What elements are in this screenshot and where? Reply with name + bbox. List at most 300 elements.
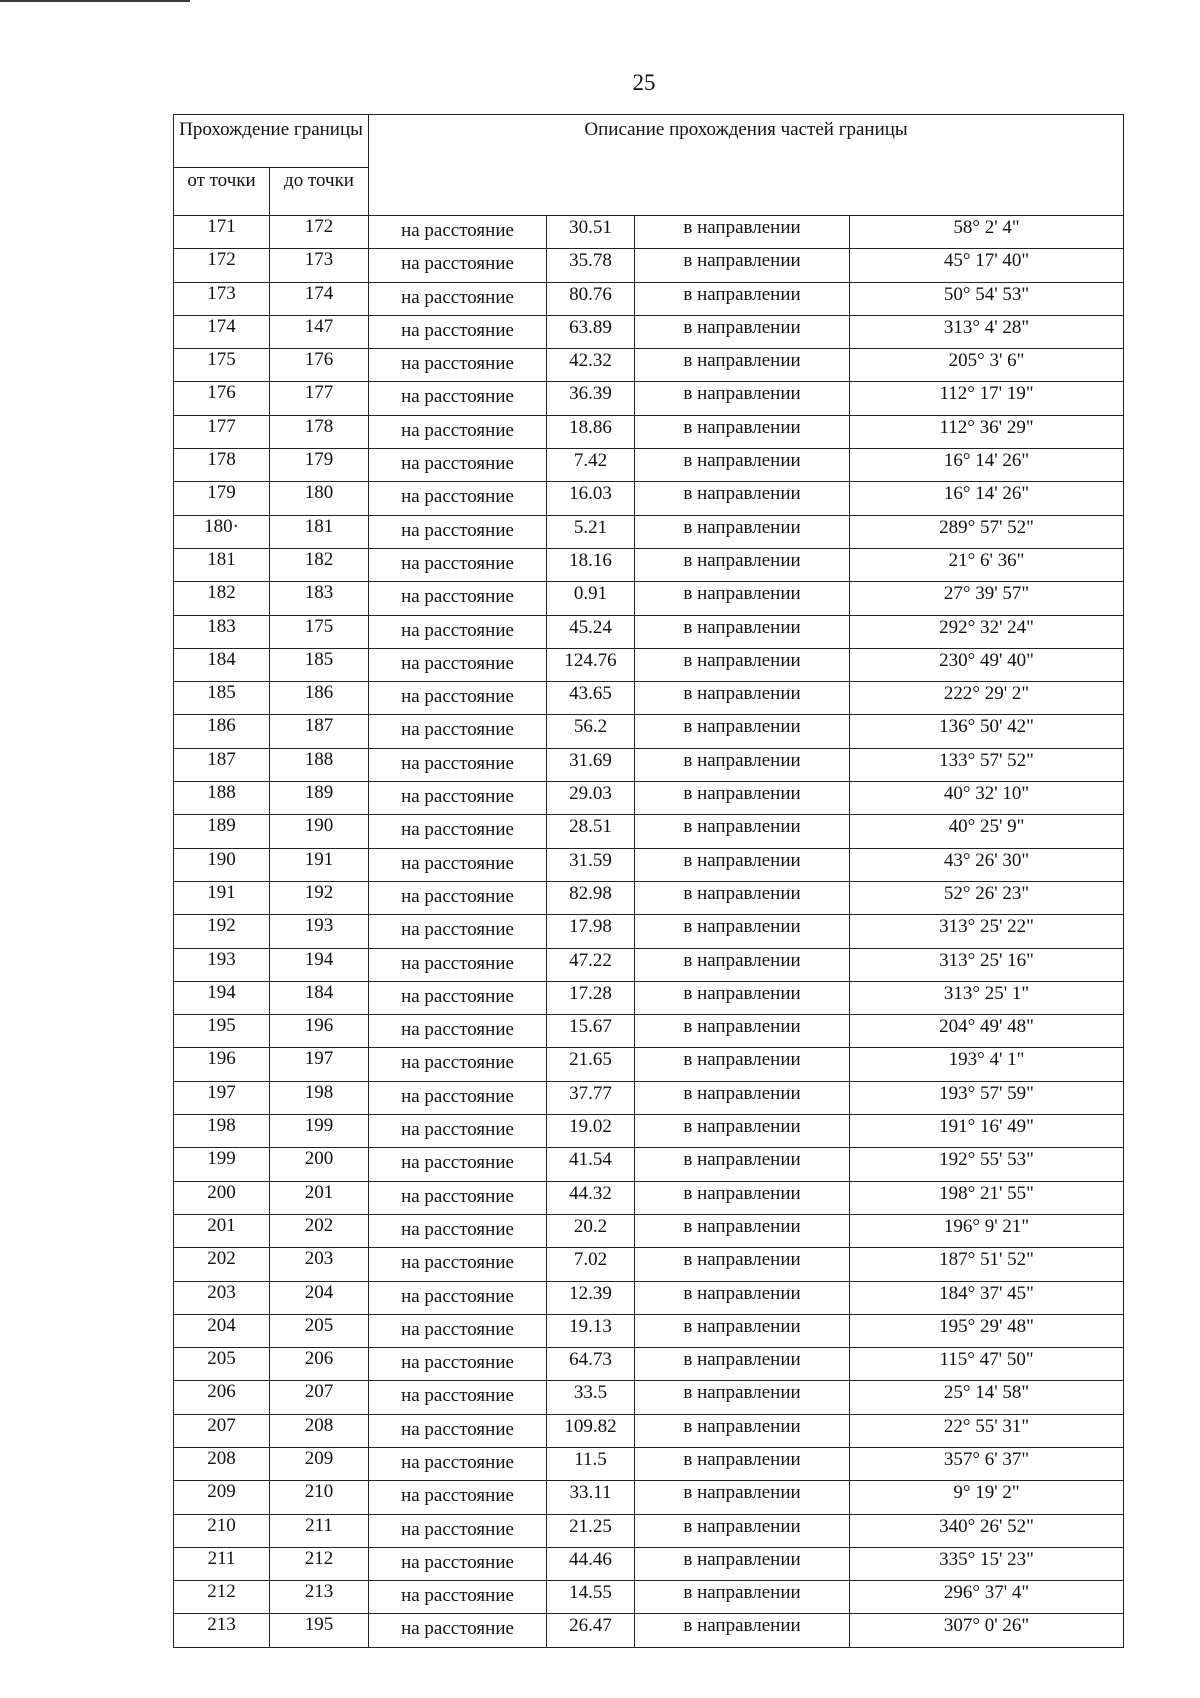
- table-row: [174, 216, 1124, 249]
- cell-from-point: 204: [174, 1314, 270, 1347]
- cell-direction-value: 22° 55' 31": [850, 1414, 1124, 1447]
- table-row: [174, 915, 1124, 948]
- cell-to-point: 192: [270, 881, 369, 914]
- table-row: [174, 1514, 1124, 1547]
- cell-to-point: 176: [270, 349, 369, 382]
- cell-distance-label: на расстояние: [369, 582, 547, 615]
- cell-from-point: 172: [174, 249, 270, 282]
- table-row: [174, 1447, 1124, 1480]
- cell-direction-label: в направлении: [635, 216, 850, 249]
- table-row: [174, 615, 1124, 648]
- cell-direction-label: в направлении: [635, 249, 850, 282]
- cell-distance-label: на расстояние: [369, 1115, 547, 1148]
- cell-direction-value: 43° 26' 30": [850, 848, 1124, 881]
- cell-from-point: 200: [174, 1181, 270, 1214]
- cell-distance-label: на расстояние: [369, 881, 547, 914]
- header-description: Описание прохождения частей границы: [369, 115, 1124, 216]
- cell-distance-label: на расстояние: [369, 1381, 547, 1414]
- cell-to-point: 202: [270, 1214, 369, 1247]
- cell-direction-value: 21° 6' 36": [850, 548, 1124, 581]
- cell-direction-value: 230° 49' 40": [850, 648, 1124, 681]
- cell-distance-value: 15.67: [547, 1015, 635, 1048]
- table-header-row: [174, 115, 1124, 168]
- cell-from-point: 208: [174, 1447, 270, 1480]
- cell-to-point: 188: [270, 748, 369, 781]
- cell-distance-value: 19.13: [547, 1314, 635, 1347]
- cell-from-point: 178: [174, 449, 270, 482]
- cell-distance-value: 7.02: [547, 1248, 635, 1281]
- cell-from-point: 179: [174, 482, 270, 515]
- cell-to-point: 198: [270, 1081, 369, 1114]
- cell-from-point: 207: [174, 1414, 270, 1447]
- cell-from-point: 173: [174, 282, 270, 315]
- cell-direction-value: 193° 4' 1": [850, 1048, 1124, 1081]
- cell-to-point: 180: [270, 482, 369, 515]
- cell-from-point: 199: [174, 1148, 270, 1181]
- cell-to-point: 181: [270, 515, 369, 548]
- table-row: [174, 682, 1124, 715]
- cell-to-point: 190: [270, 815, 369, 848]
- cell-direction-value: 192° 55' 53": [850, 1148, 1124, 1181]
- cell-distance-value: 124.76: [547, 648, 635, 681]
- cell-to-point: 204: [270, 1281, 369, 1314]
- table-row: [174, 782, 1124, 815]
- cell-direction-label: в направлении: [635, 1281, 850, 1314]
- table-row: [174, 582, 1124, 615]
- cell-distance-label: на расстояние: [369, 648, 547, 681]
- table-row: [174, 1214, 1124, 1247]
- cell-to-point: 205: [270, 1314, 369, 1347]
- cell-from-point: 201: [174, 1214, 270, 1247]
- cell-to-point: 147: [270, 315, 369, 348]
- cell-distance-label: на расстояние: [369, 415, 547, 448]
- cell-direction-label: в направлении: [635, 682, 850, 715]
- table-row: [174, 349, 1124, 382]
- cell-distance-label: на расстояние: [369, 1081, 547, 1114]
- cell-direction-label: в направлении: [635, 1148, 850, 1181]
- cell-to-point: 197: [270, 1048, 369, 1081]
- cell-distance-value: 109.82: [547, 1414, 635, 1447]
- cell-direction-value: 40° 25' 9": [850, 815, 1124, 848]
- table-row: [174, 249, 1124, 282]
- cell-direction-label: в направлении: [635, 1314, 850, 1347]
- cell-direction-value: 25° 14' 58": [850, 1381, 1124, 1414]
- cell-distance-value: 45.24: [547, 615, 635, 648]
- cell-direction-label: в направлении: [635, 1081, 850, 1114]
- cell-direction-label: в направлении: [635, 582, 850, 615]
- cell-direction-label: в направлении: [635, 1614, 850, 1647]
- cell-distance-value: 29.03: [547, 782, 635, 815]
- cell-direction-label: в направлении: [635, 382, 850, 415]
- cell-direction-value: 313° 25' 16": [850, 948, 1124, 981]
- cell-from-point: 175: [174, 349, 270, 382]
- cell-distance-label: на расстояние: [369, 1214, 547, 1247]
- cell-direction-value: 357° 6' 37": [850, 1447, 1124, 1480]
- cell-direction-value: 58° 2' 4": [850, 216, 1124, 249]
- cell-direction-label: в направлении: [635, 349, 850, 382]
- cell-direction-value: 112° 36' 29": [850, 415, 1124, 448]
- scan-edge-mark: [0, 0, 190, 2]
- table-body: [174, 115, 1124, 1648]
- cell-distance-value: 21.25: [547, 1514, 635, 1547]
- cell-distance-value: 17.98: [547, 915, 635, 948]
- cell-direction-label: в направлении: [635, 1514, 850, 1547]
- cell-from-point: 213: [174, 1614, 270, 1647]
- cell-direction-label: в направлении: [635, 415, 850, 448]
- table-row: [174, 282, 1124, 315]
- cell-distance-value: 36.39: [547, 382, 635, 415]
- cell-direction-label: в направлении: [635, 1581, 850, 1614]
- cell-direction-value: 133° 57' 52": [850, 748, 1124, 781]
- cell-to-point: 185: [270, 648, 369, 681]
- cell-from-point: 205: [174, 1348, 270, 1381]
- cell-distance-label: на расстояние: [369, 1148, 547, 1181]
- cell-distance-value: 33.5: [547, 1381, 635, 1414]
- table-row: [174, 815, 1124, 848]
- cell-distance-label: на расстояние: [369, 216, 547, 249]
- cell-from-point: 203: [174, 1281, 270, 1314]
- cell-to-point: 183: [270, 582, 369, 615]
- cell-from-point: 184: [174, 648, 270, 681]
- cell-distance-label: на расстояние: [369, 981, 547, 1014]
- cell-direction-value: 313° 25' 1": [850, 981, 1124, 1014]
- cell-distance-label: на расстояние: [369, 482, 547, 515]
- table-row: [174, 1181, 1124, 1214]
- cell-distance-label: на расстояние: [369, 1281, 547, 1314]
- cell-direction-label: в направлении: [635, 515, 850, 548]
- cell-distance-value: 56.2: [547, 715, 635, 748]
- cell-direction-label: в направлении: [635, 449, 850, 482]
- cell-distance-label: на расстояние: [369, 1348, 547, 1381]
- table-row: [174, 515, 1124, 548]
- cell-direction-value: 307° 0' 26": [850, 1614, 1124, 1647]
- cell-distance-value: 44.32: [547, 1181, 635, 1214]
- cell-from-point: 209: [174, 1481, 270, 1514]
- table-row: [174, 415, 1124, 448]
- cell-direction-label: в направлении: [635, 1214, 850, 1247]
- boundary-table: [173, 114, 1124, 1648]
- cell-from-point: 183: [174, 615, 270, 648]
- cell-distance-label: на расстояние: [369, 315, 547, 348]
- cell-direction-value: 296° 37' 4": [850, 1581, 1124, 1614]
- cell-distance-value: 31.59: [547, 848, 635, 881]
- cell-direction-label: в направлении: [635, 1048, 850, 1081]
- table-row: [174, 1281, 1124, 1314]
- table-row: [174, 1614, 1124, 1647]
- cell-distance-value: 14.55: [547, 1581, 635, 1614]
- cell-distance-value: 37.77: [547, 1081, 635, 1114]
- cell-direction-label: в направлении: [635, 482, 850, 515]
- cell-from-point: 195: [174, 1015, 270, 1048]
- cell-to-point: 210: [270, 1481, 369, 1514]
- table-row: [174, 1381, 1124, 1414]
- cell-distance-value: 20.2: [547, 1214, 635, 1247]
- cell-from-point: 211: [174, 1547, 270, 1580]
- cell-distance-value: 44.46: [547, 1547, 635, 1580]
- cell-direction-label: в направлении: [635, 748, 850, 781]
- cell-from-point: 181: [174, 548, 270, 581]
- table-row: [174, 848, 1124, 881]
- cell-distance-value: 18.86: [547, 415, 635, 448]
- cell-from-point: 210: [174, 1514, 270, 1547]
- cell-direction-value: 112° 17' 19": [850, 382, 1124, 415]
- cell-direction-value: 313° 25' 22": [850, 915, 1124, 948]
- cell-direction-value: 198° 21' 55": [850, 1181, 1124, 1214]
- cell-direction-value: 136° 50' 42": [850, 715, 1124, 748]
- cell-to-point: 179: [270, 449, 369, 482]
- cell-distance-value: 7.42: [547, 449, 635, 482]
- cell-distance-label: на расстояние: [369, 1581, 547, 1614]
- cell-distance-value: 26.47: [547, 1614, 635, 1647]
- cell-to-point: 173: [270, 249, 369, 282]
- cell-from-point: 185: [174, 682, 270, 715]
- table-row: [174, 482, 1124, 515]
- cell-to-point: 200: [270, 1148, 369, 1181]
- cell-distance-value: 33.11: [547, 1481, 635, 1514]
- cell-from-point: 197: [174, 1081, 270, 1114]
- cell-from-point: 194: [174, 981, 270, 1014]
- cell-from-point: 187: [174, 748, 270, 781]
- cell-to-point: 184: [270, 981, 369, 1014]
- cell-direction-label: в направлении: [635, 1381, 850, 1414]
- cell-distance-label: на расстояние: [369, 1314, 547, 1347]
- cell-direction-value: 45° 17' 40": [850, 249, 1124, 282]
- cell-from-point: 206: [174, 1381, 270, 1414]
- cell-from-point: 202: [174, 1248, 270, 1281]
- cell-from-point: 196: [174, 1048, 270, 1081]
- cell-to-point: 178: [270, 415, 369, 448]
- cell-to-point: 211: [270, 1514, 369, 1547]
- cell-direction-label: в направлении: [635, 615, 850, 648]
- cell-to-point: 209: [270, 1447, 369, 1480]
- cell-direction-label: в направлении: [635, 1015, 850, 1048]
- cell-distance-value: 35.78: [547, 249, 635, 282]
- table-row: [174, 1314, 1124, 1347]
- cell-direction-value: 52° 26' 23": [850, 881, 1124, 914]
- table-row: [174, 1148, 1124, 1181]
- table-row: [174, 1581, 1124, 1614]
- cell-distance-label: на расстояние: [369, 948, 547, 981]
- cell-to-point: 182: [270, 548, 369, 581]
- cell-to-point: 196: [270, 1015, 369, 1048]
- cell-direction-label: в направлении: [635, 848, 850, 881]
- cell-distance-label: на расстояние: [369, 1248, 547, 1281]
- table-row: [174, 1348, 1124, 1381]
- cell-to-point: 194: [270, 948, 369, 981]
- cell-distance-value: 31.69: [547, 748, 635, 781]
- cell-from-point: 188: [174, 782, 270, 815]
- cell-direction-value: 50° 54' 53": [850, 282, 1124, 315]
- cell-direction-label: в направлении: [635, 1348, 850, 1381]
- cell-to-point: 213: [270, 1581, 369, 1614]
- table-row: [174, 715, 1124, 748]
- cell-direction-label: в направлении: [635, 1115, 850, 1148]
- table-row: [174, 1081, 1124, 1114]
- table-row: [174, 315, 1124, 348]
- cell-distance-value: 41.54: [547, 1148, 635, 1181]
- cell-from-point: 212: [174, 1581, 270, 1614]
- cell-distance-label: на расстояние: [369, 682, 547, 715]
- cell-distance-label: на расстояние: [369, 349, 547, 382]
- cell-to-point: 187: [270, 715, 369, 748]
- table-row: [174, 1414, 1124, 1447]
- cell-to-point: 191: [270, 848, 369, 881]
- header-passage: Прохождение границы: [174, 115, 369, 168]
- cell-direction-value: 16° 14' 26": [850, 449, 1124, 482]
- cell-direction-value: 196° 9' 21": [850, 1214, 1124, 1247]
- cell-from-point: 176: [174, 382, 270, 415]
- table-row: [174, 881, 1124, 914]
- cell-from-point: 193: [174, 948, 270, 981]
- cell-distance-label: на расстояние: [369, 782, 547, 815]
- cell-from-point: 186: [174, 715, 270, 748]
- cell-distance-label: на расстояние: [369, 815, 547, 848]
- cell-direction-label: в направлении: [635, 1181, 850, 1214]
- cell-distance-label: на расстояние: [369, 915, 547, 948]
- cell-direction-label: в направлении: [635, 1248, 850, 1281]
- cell-direction-label: в направлении: [635, 782, 850, 815]
- cell-distance-value: 0.91: [547, 582, 635, 615]
- cell-distance-label: на расстояние: [369, 249, 547, 282]
- cell-direction-value: 16° 14' 26": [850, 482, 1124, 515]
- cell-from-point: 171: [174, 216, 270, 249]
- cell-direction-label: в направлении: [635, 881, 850, 914]
- table-row: [174, 1547, 1124, 1580]
- cell-direction-label: в направлении: [635, 315, 850, 348]
- table-row: [174, 548, 1124, 581]
- cell-direction-value: 187° 51' 52": [850, 1248, 1124, 1281]
- cell-to-point: 189: [270, 782, 369, 815]
- table-row: [174, 1048, 1124, 1081]
- cell-distance-value: 19.02: [547, 1115, 635, 1148]
- cell-distance-value: 64.73: [547, 1348, 635, 1381]
- table-row: [174, 648, 1124, 681]
- cell-distance-value: 12.39: [547, 1281, 635, 1314]
- cell-from-point: 182: [174, 582, 270, 615]
- cell-distance-value: 47.22: [547, 948, 635, 981]
- cell-direction-value: 289° 57' 52": [850, 515, 1124, 548]
- cell-direction-value: 193° 57' 59": [850, 1081, 1124, 1114]
- cell-to-point: 174: [270, 282, 369, 315]
- cell-to-point: 175: [270, 615, 369, 648]
- cell-distance-label: на расстояние: [369, 1015, 547, 1048]
- cell-direction-value: 204° 49' 48": [850, 1015, 1124, 1048]
- cell-distance-label: на расстояние: [369, 548, 547, 581]
- cell-to-point: 203: [270, 1248, 369, 1281]
- cell-distance-label: на расстояние: [369, 382, 547, 415]
- cell-to-point: 177: [270, 382, 369, 415]
- cell-direction-label: в направлении: [635, 1547, 850, 1580]
- table-row: [174, 1481, 1124, 1514]
- cell-distance-label: на расстояние: [369, 1447, 547, 1480]
- cell-distance-value: 21.65: [547, 1048, 635, 1081]
- cell-direction-label: в направлении: [635, 282, 850, 315]
- table-row: [174, 382, 1124, 415]
- cell-distance-label: на расстояние: [369, 449, 547, 482]
- cell-to-point: 195: [270, 1614, 369, 1647]
- cell-distance-value: 28.51: [547, 815, 635, 848]
- cell-direction-value: 292° 32' 24": [850, 615, 1124, 648]
- cell-to-point: 208: [270, 1414, 369, 1447]
- cell-from-point: 180·: [174, 515, 270, 548]
- cell-direction-value: 335° 15' 23": [850, 1547, 1124, 1580]
- cell-from-point: 198: [174, 1115, 270, 1148]
- header-to-point: до точки: [270, 168, 369, 216]
- cell-from-point: 189: [174, 815, 270, 848]
- cell-direction-value: 205° 3' 6": [850, 349, 1124, 382]
- cell-distance-value: 5.21: [547, 515, 635, 548]
- cell-from-point: 191: [174, 881, 270, 914]
- cell-distance-label: на расстояние: [369, 615, 547, 648]
- cell-distance-value: 42.32: [547, 349, 635, 382]
- cell-from-point: 177: [174, 415, 270, 448]
- cell-distance-label: на расстояние: [369, 715, 547, 748]
- cell-distance-value: 82.98: [547, 881, 635, 914]
- cell-distance-value: 18.16: [547, 548, 635, 581]
- cell-distance-value: 80.76: [547, 282, 635, 315]
- table-row: [174, 1248, 1124, 1281]
- header-from-point: от точки: [174, 168, 270, 216]
- cell-direction-value: 222° 29' 2": [850, 682, 1124, 715]
- table-row: [174, 748, 1124, 781]
- cell-distance-value: 43.65: [547, 682, 635, 715]
- cell-distance-label: на расстояние: [369, 1481, 547, 1514]
- table-row: [174, 948, 1124, 981]
- cell-direction-value: 184° 37' 45": [850, 1281, 1124, 1314]
- cell-direction-label: в направлении: [635, 715, 850, 748]
- cell-distance-value: 11.5: [547, 1447, 635, 1480]
- cell-distance-label: на расстояние: [369, 1514, 547, 1547]
- cell-to-point: 201: [270, 1181, 369, 1214]
- cell-direction-value: 340° 26' 52": [850, 1514, 1124, 1547]
- cell-distance-value: 30.51: [547, 216, 635, 249]
- cell-from-point: 190: [174, 848, 270, 881]
- cell-to-point: 193: [270, 915, 369, 948]
- cell-to-point: 206: [270, 1348, 369, 1381]
- cell-direction-label: в направлении: [635, 981, 850, 1014]
- cell-direction-value: 191° 16' 49": [850, 1115, 1124, 1148]
- cell-direction-value: 27° 39' 57": [850, 582, 1124, 615]
- cell-direction-label: в направлении: [635, 648, 850, 681]
- cell-distance-label: на расстояние: [369, 1181, 547, 1214]
- cell-to-point: 212: [270, 1547, 369, 1580]
- cell-direction-label: в направлении: [635, 948, 850, 981]
- cell-distance-value: 17.28: [547, 981, 635, 1014]
- cell-distance-label: на расстояние: [369, 515, 547, 548]
- table-row: [174, 449, 1124, 482]
- table-row: [174, 1015, 1124, 1048]
- cell-distance-label: на расстояние: [369, 748, 547, 781]
- cell-to-point: 172: [270, 216, 369, 249]
- cell-distance-value: 63.89: [547, 315, 635, 348]
- cell-direction-value: 313° 4' 28": [850, 315, 1124, 348]
- cell-direction-label: в направлении: [635, 548, 850, 581]
- cell-direction-value: 40° 32' 10": [850, 782, 1124, 815]
- cell-to-point: 186: [270, 682, 369, 715]
- cell-distance-label: на расстояние: [369, 1547, 547, 1580]
- cell-to-point: 207: [270, 1381, 369, 1414]
- cell-direction-label: в направлении: [635, 1481, 850, 1514]
- cell-direction-value: 9° 19' 2": [850, 1481, 1124, 1514]
- cell-distance-value: 16.03: [547, 482, 635, 515]
- cell-from-point: 192: [174, 915, 270, 948]
- cell-direction-value: 115° 47' 50": [850, 1348, 1124, 1381]
- cell-direction-label: в направлении: [635, 1447, 850, 1480]
- table-row: [174, 1115, 1124, 1148]
- cell-to-point: 199: [270, 1115, 369, 1148]
- cell-distance-label: на расстояние: [369, 282, 547, 315]
- cell-direction-label: в направлении: [635, 1414, 850, 1447]
